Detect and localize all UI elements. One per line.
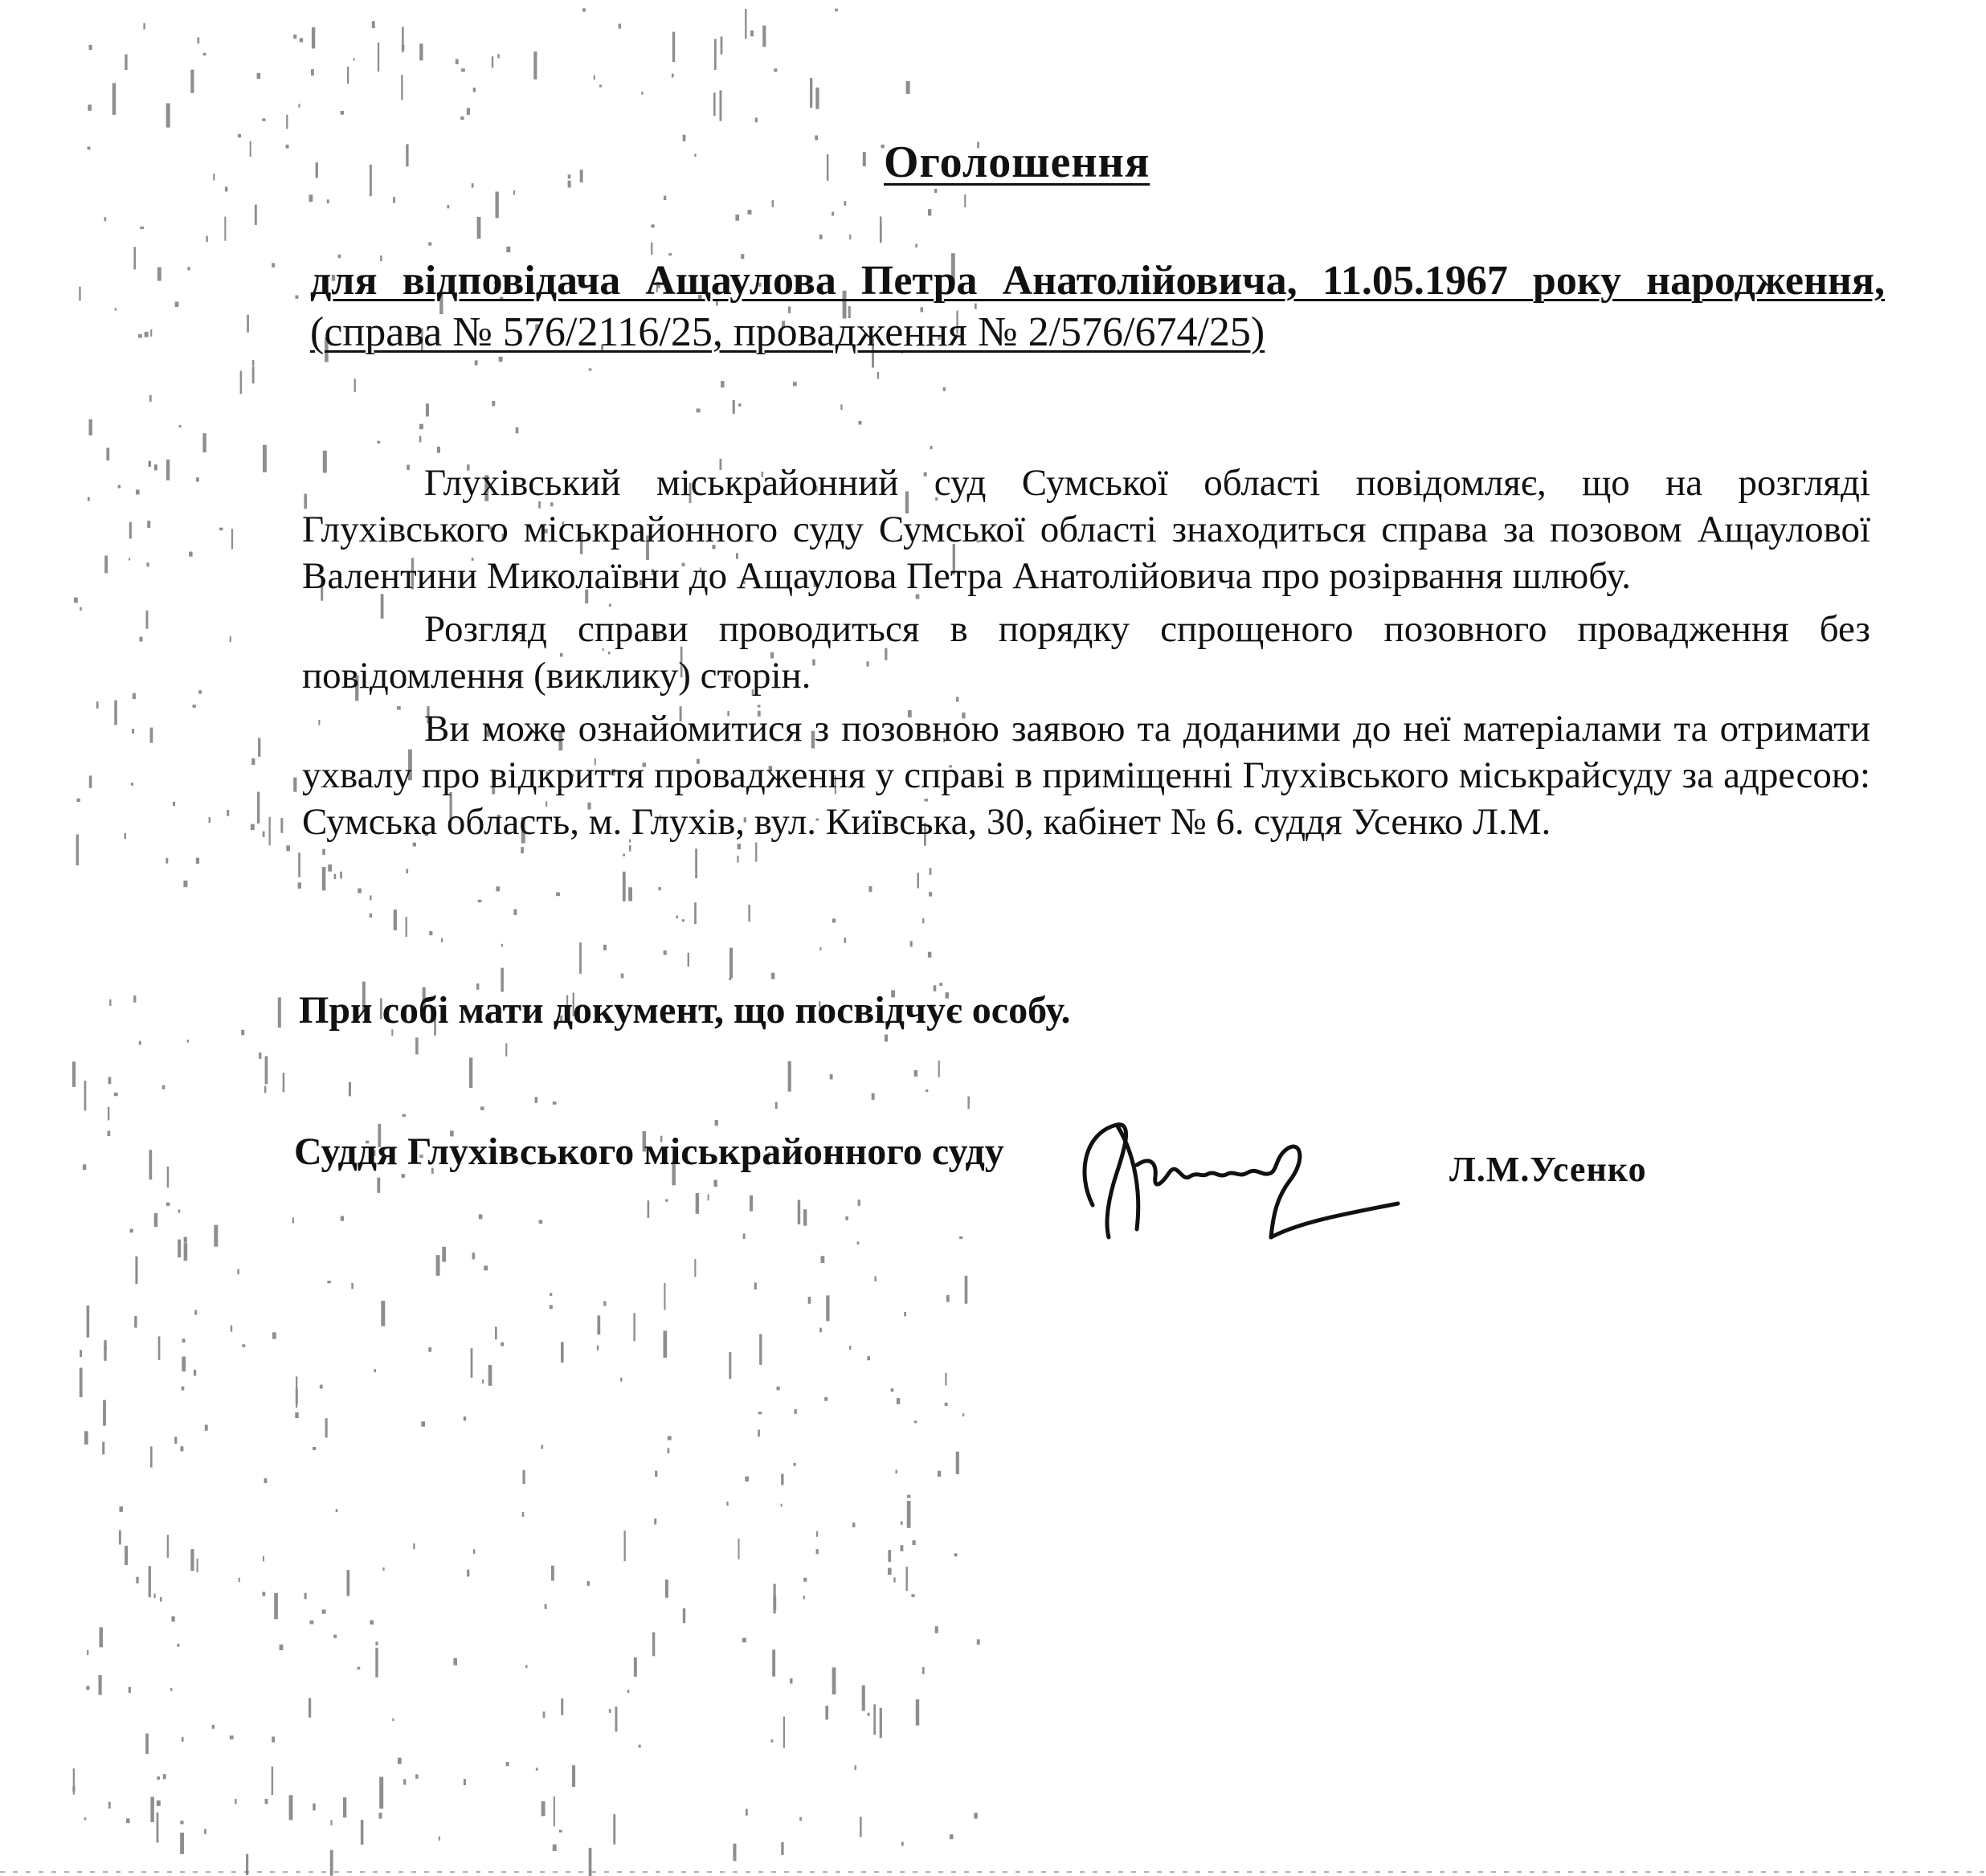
handwritten-signature xyxy=(1060,1101,1414,1261)
judge-name: Л.М.Усенко xyxy=(1449,1150,1647,1189)
addressee-name: для відповідача Ащаулова Петра Анатолійовича, 11.05.1967 року народження, xyxy=(310,258,1885,304)
body-paragraph: Розгляд справи проводиться в порядку спрощеного позовного провадження без повідомлення (виклику) сторін. xyxy=(302,608,1870,697)
announcement-title: Оголошення xyxy=(884,137,1150,187)
body-paragraph: Ви може ознайомитися з позовною заявою та доданими до неї матеріалами та отримати ухвалу про відкриття провадження у справі в приміщенні Глухівського міськрайсуду за адресою: Сумська область, м. Глухів, вул. Київська, 30, кабінет № 6. суддя Усенко Л.М. xyxy=(302,708,1870,843)
id-document-note: При собі мати документ, що посвідчує особу. xyxy=(299,989,1071,1032)
announcement-body xyxy=(302,460,1870,852)
body-paragraph: Глухівський міськрайонний суд Сумської області повідомляє, що на розгляді Глухівського міськрайонного суду Сумської області знаходиться справа за позовом Ащаулової Валентини Миколаївни до Ащаулова Петра Анатолійовича про розірвання шлюбу. xyxy=(302,462,1870,597)
addressee-line xyxy=(310,255,1885,358)
judge-title: Суддя Глухівського міськрайонного суду xyxy=(294,1130,1004,1173)
case-number: (справа № 576/2116/25, провадження № 2/576/674/25) xyxy=(310,309,1265,355)
